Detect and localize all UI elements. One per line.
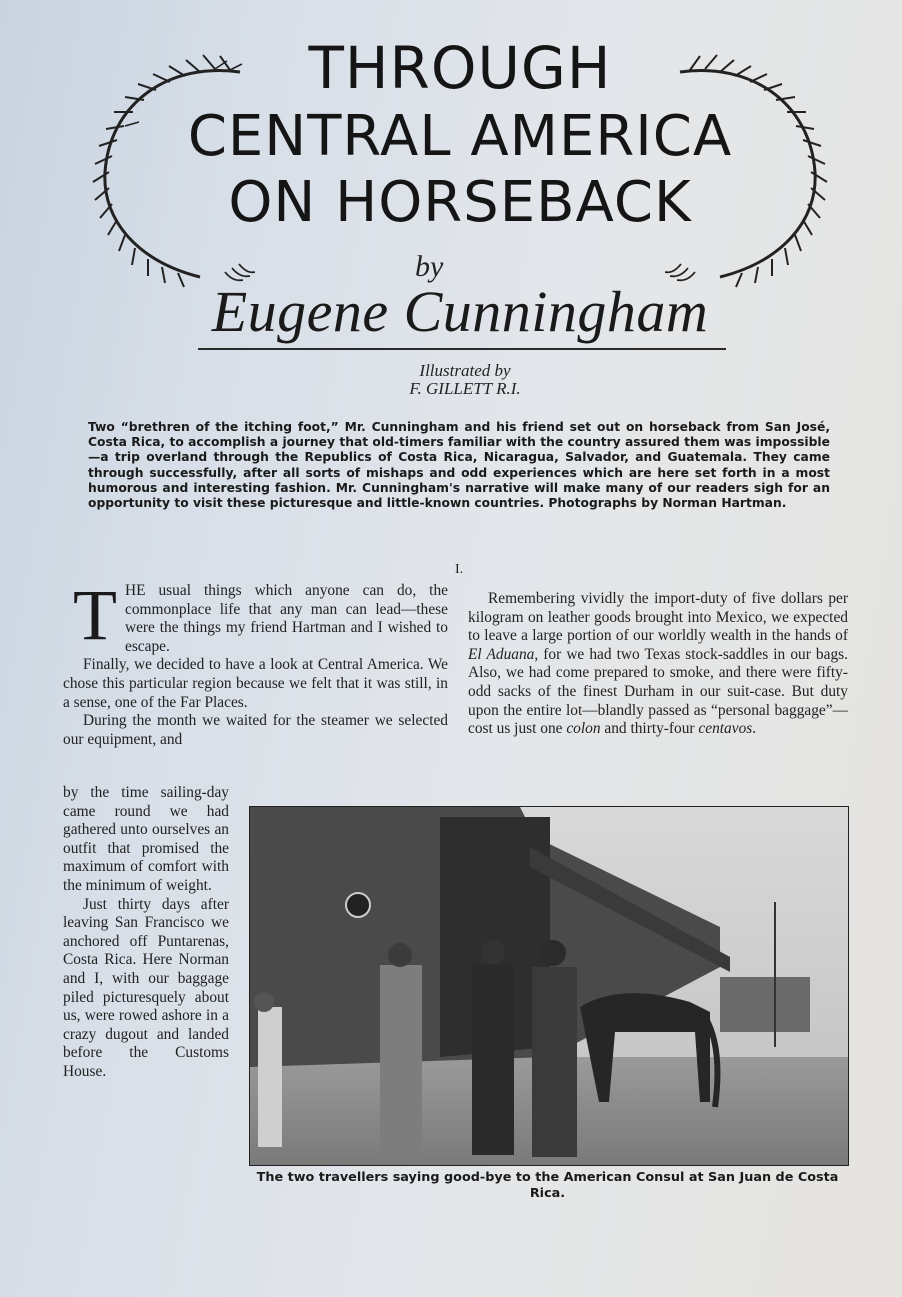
right-text-a: Remembering vividly the import-duty of five dollars per kilogram on leather goods brought into Mexico, we expected to leave a large portion of our worldly wealth in the hands of — [468, 590, 848, 645]
photo-scene — [250, 807, 848, 1165]
right-italic-centavos: centavos — [698, 720, 753, 738]
left-paragraph-1 — [63, 575, 448, 656]
left-narrow-column — [63, 784, 229, 1082]
left-paragraph-3-continued: by the time sailing-day came round we had gathered unto ourselves an outfit that promised the maximum of comfort with the minimum of weight. — [63, 784, 229, 894]
left-paragraph-3: During the month we waited for the steamer we selected our equipment, and — [63, 712, 448, 748]
title-line-1: THROUGH — [308, 34, 612, 102]
author-underline — [198, 348, 726, 350]
right-text-d: . — [752, 720, 757, 738]
title-line-2: CENTRAL AMERICA — [187, 104, 733, 169]
right-italic-aduana: El Aduana — [468, 645, 535, 663]
title-block — [60, 28, 860, 288]
photo-caption: The two travellers saying good-bye to the American Consul at San Juan de Costa Rica. — [256, 1170, 839, 1201]
left-paragraph-4: Just thirty days after leaving San Francisco we anchored off Puntarenas, Costa Rica. Here Norman and I, with our baggage piled picturesquely about us, were rowed ashore in a crazy dugout and landed before the Customs House. — [63, 895, 229, 1080]
right-italic-colon: colon — [566, 720, 601, 738]
distant-building — [720, 977, 810, 1032]
sign-plate — [346, 893, 370, 917]
illustrated-by-label: Illustrated by — [419, 361, 511, 380]
byline-by: by — [415, 250, 444, 283]
right-text-c: and thirty-four — [600, 720, 699, 738]
right-paragraph-1 — [468, 590, 848, 739]
left-column — [63, 575, 448, 749]
intro-paragraph: Two “brethren of the itching foot,” Mr. Cunningham and his friend set out on horseback from San José, Costa Rica, to accomplish a journey that old-timers familiar with the country assured them was impossible—a trip overland through the Republics of Costa Rica, Nicaragua, Salvador, and Guatemala. They came through successfully, after all sorts of mishaps and odd experiences which are here set forth in a most humorous and interesting fashion. Mr. Cunningham's narrative will make many of our readers sigh for an opportunity to visit these picturesque and little-known countries. Photographs by Norman Hartman. — [88, 420, 830, 511]
right-column — [468, 590, 848, 739]
drop-cap: T — [73, 575, 117, 655]
left-paragraph-2: Finally, we decided to have a look at Central America. We chose this particular region because we felt that it was still, in a sense, one of the Far Places. — [63, 656, 448, 711]
left-paragraph-1-text: HE usual things which anyone can do, the commonplace life that any man can lead—these were the things my friend Hartman and I wished to escape. — [124, 582, 448, 655]
illustrator-credit — [380, 362, 550, 398]
author-name: Eugene Cunningham — [211, 279, 709, 344]
section-number: I. — [455, 562, 464, 577]
title-line-3: ON HORSEBACK — [228, 170, 692, 235]
photograph — [249, 806, 849, 1166]
right-text-b: , for we had two Texas stock-saddles in our bags. Also, we had come prepared to smoke, and there were fifty-odd sacks of the finest Durham in our suit-case. But duty upon the entire lot—blandly passed as “personal baggage”—cost us just one — [468, 645, 848, 738]
illustrator-name: F. GILLETT R.I. — [409, 379, 521, 398]
